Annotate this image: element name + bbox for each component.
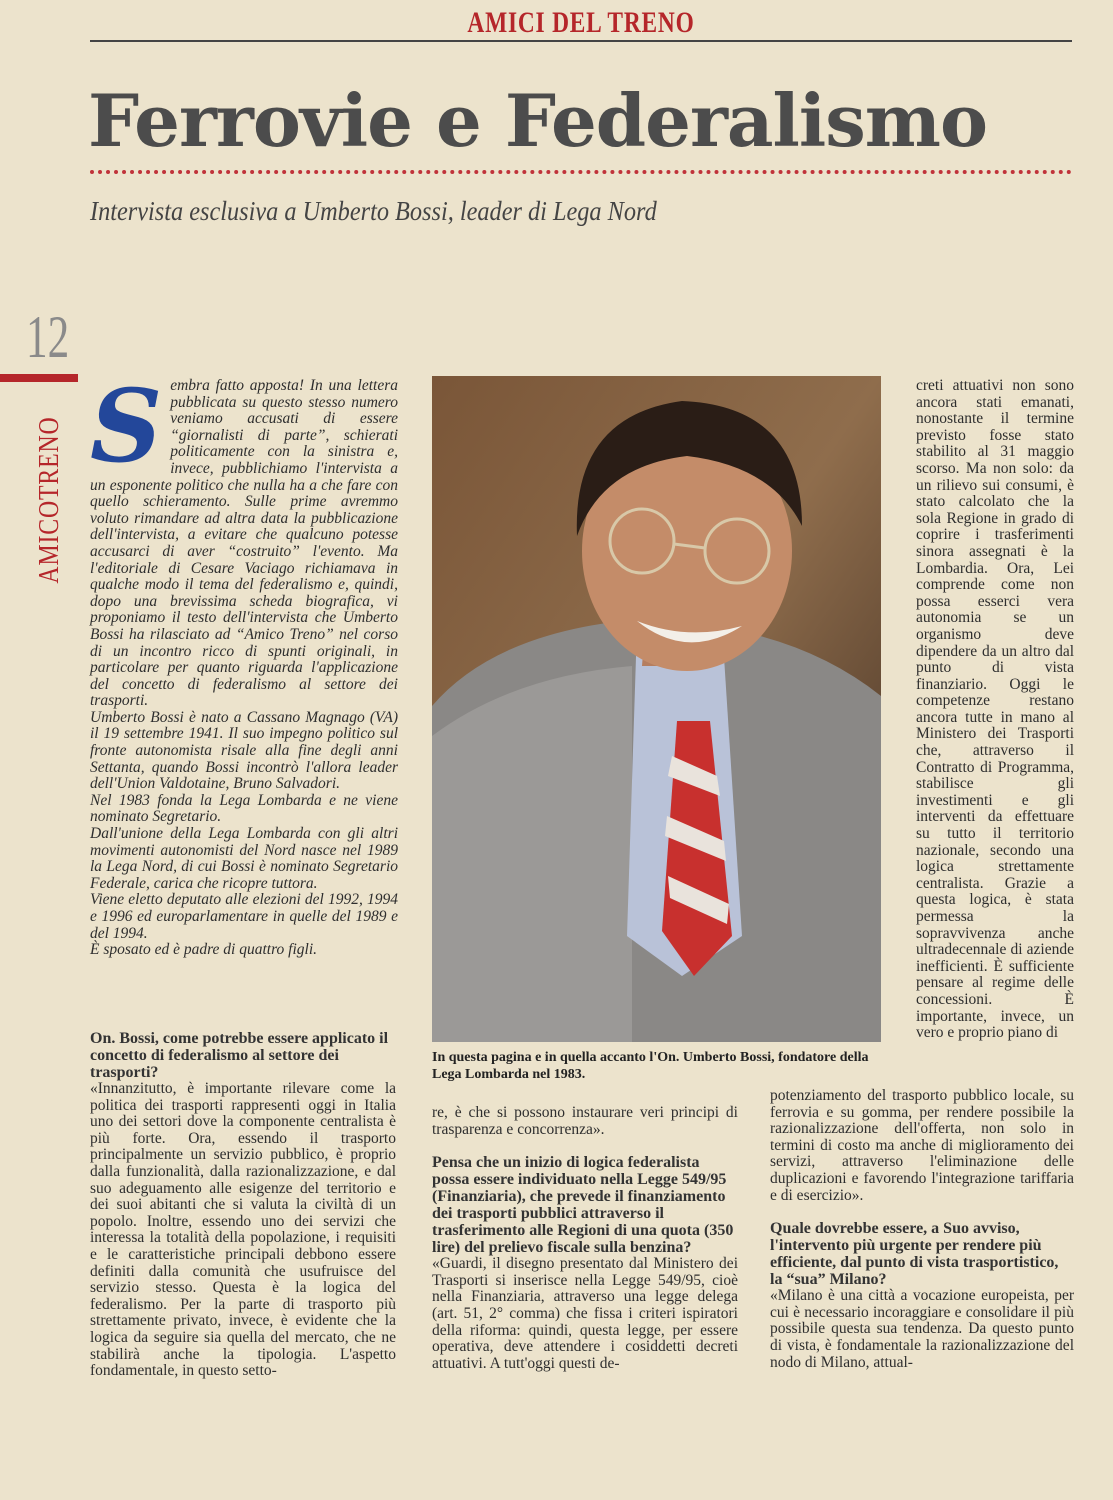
intro-text: embra fatto apposta! In una lettera pubblicata su questo stesso numero veniamo accusati di essere “giornalisti di parte”, schierati politicamente con la sinistra e, invece, pubblichiamo l'intervista a un esponente politico che nulla ha a che fare con quello schieramento. Sulle prime avremmo voluto rimandare ad altra data la pubblicazione dell'intervista, a evitare che qualcuno potesse accusarci di aver “costruito” l'evento. Ma l'editoriale di Cesare Vaciago richiamava in qualche modo il tema del federalismo e, quindi, dopo una brevissima scheda biografica, vi proponiamo il testo dell'intervista che Umberto Bossi ha rilasciato ad “Amico Treno” nel corso di un incontro ricco di spunti originali, in particolare per quanto riguarda l'applicazione del concetto di federalismo al settore dei trasporti. (90, 377, 398, 710)
bio-paragraph: Umberto Bossi è nato a Cassano Magnago (VA) il 19 settembre 1941. Il suo impegno politico sul fronte autonomista risale alla fine degli anni Settanta, quando Bossi incontrò l'allora leader dell'Union Valdotaine, Bruno Salvadori. (90, 708, 398, 793)
column-2 (432, 1105, 738, 1372)
column-1 (90, 1030, 396, 1380)
answer-2-continued: creti attuativi non sono ancora stati emanati, nonostante il termine previsto fosse stato stabilito al 31 maggio scorso. Ma non solo: da un rilievo sui consumi, è stato calcolato che la sola Regione in grado di coprire i trasferimenti sinora assegnati è la Lombardia. Ora, Lei comprende come non possa esserci vera autonomia se un organismo deve dipendere da un altro dal punto di vista finanziario. Oggi le competenze restano ancora tutte in mano al Ministero dei Trasporti che, attraverso il Contratto di Programma, stabilisce gli investimenti e gli interventi da effettuare su tutto il territorio nazionale, secondo una logica strettamente centralista. Grazie a questa logica, è stata permessa la sopravvivenza anche ultradecennale di aziende inefficienti. È sufficiente pensare al regime delle concessioni. È importante, invece, un vero e proprio piano di (916, 377, 1074, 1042)
page-number: 12 (26, 304, 70, 370)
bio-paragraph: È sposato ed è padre di quattro figli. (90, 941, 318, 959)
article-title: Ferrovie e Federalismo (88, 78, 987, 163)
article-subtitle: Intervista esclusiva a Umberto Bossi, leader di Lega Nord (90, 196, 657, 226)
column-3-narrow (916, 378, 1074, 1042)
red-accent-bar (0, 374, 78, 382)
bio-paragraph: Nel 1983 fonda la Lega Lombarda e ne viene nominato Segretario. (90, 791, 398, 826)
bio-paragraph: Dall'unione della Lega Lombarda con gli altri movimenti autonomisti del Nord nasce nel 1989 la Lega Nord, di cui Bossi è nominato Segretario Federale, carica che ricopre tuttora. (90, 825, 398, 892)
portrait-photo (432, 376, 881, 1042)
dotted-divider (90, 170, 1072, 174)
question-2: Pensa che un inizio di logica federalista possa essere individuato nella Legge 549/95 (Finanziaria), che prevede il finanziamento dei trasporti pubblici attraverso il trasferimento alle Regioni di una quota (350 lire) del prelievo fiscale sulla benzina? (432, 1154, 734, 1257)
answer-1-continued: re, è che si possono instaurare veri principi di trasparenza e concorrenza». (432, 1104, 738, 1138)
drop-cap: S (90, 367, 163, 485)
column-3 (770, 1088, 1074, 1371)
question-1: On. Bossi, come potrebbe essere applicato il concetto di federalismo al settore dei trasporti? (90, 1030, 389, 1081)
portrait-illustration (432, 376, 881, 1042)
answer-2: «Guardi, il disegno presentato dal Ministero dei Trasporti si inserisce nella Legge 549/95, cioè nella Finanziaria, attraverso una legge delega (art. 51, 2° comma) che fissa i criteri ispiratori della riforma: quindi, questa legge, per essere operativa, deve attendere i cosiddetti decreti attuativi. A tutt'oggi questi de- (432, 1255, 738, 1372)
bio-paragraph: Viene eletto deputato alle elezioni del 1992, 1994 e 1996 ed europarlamentare in quelle del 1989 e del 1994. (90, 891, 398, 942)
section-header: AMICI DEL TRENO (467, 6, 695, 39)
header-rule (90, 40, 1072, 42)
answer-3: «Milano è una città a vocazione europeista, per cui è necessario incoraggiare e consolidare il più possibile questa sua tendenza. Da questo punto di vista, è fondamentale la razionalizzazione del nodo di Milano, attual- (770, 1287, 1074, 1371)
intro-column (90, 367, 398, 959)
answer-1: «Innanzitutto, è importante rilevare come la politica dei trasporti rappresenti oggi in Italia uno dei settori dove la componente centralista è più forte. Ora, essendo il trasporto principalmente un servizio pubblico, è proprio dalla funzionalità, dalla razionalizzazione, e dal suo adeguamento alle esigenze del territorio e dei suoi abitanti che si valuta la civiltà di un popolo. Inoltre, essendo uno dei servizi che interessa la totalità della popolazione, i requisiti e le caratteristiche principali debbono essere definiti dalla comunità che usufruisce del servizio stesso. Questa è la logica del federalismo. Per la parte di trasporto più strettamente privato, invece, è evidente che la logica da seguire sia quella del mercato, che ne stabilirà anche la tipologia. L'aspetto fondamentale, in questo setto- (90, 1080, 396, 1380)
question-3: Quale dovrebbe essere, a Suo avviso, l'intervento più urgente per rendere più efficiente, dal punto di vista trasportistico, la “sua” Milano? (770, 1220, 1059, 1289)
side-label: AMICOTRENO (34, 416, 65, 584)
answer-2-end: potenziamento del trasporto pubblico locale, su ferrovia e su gomma, per rendere possibile la razionalizzazione dell'offerta, non solo in termini di costo ma anche di miglioramento dei servizi, attraverso l'eliminazione delle duplicazioni e favorendo l'integrazione tariffaria e di esercizio». (770, 1087, 1074, 1204)
photo-caption: In questa pagina e in quella accanto l'On. Umberto Bossi, fondatore della Lega Lombarda nel 1983. (432, 1050, 869, 1082)
